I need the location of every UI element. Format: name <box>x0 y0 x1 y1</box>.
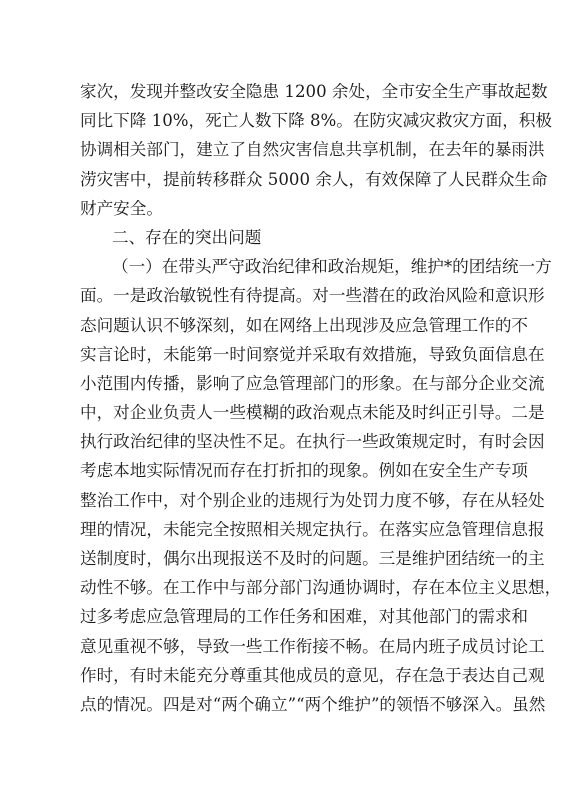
text-line: 作时，有时未能充分尊重其他成员的意见，存在急于表达自己观 <box>80 665 545 685</box>
section-heading: 二、存在的突出问题 <box>112 227 262 247</box>
text-line: 送制度时，偶尔出现报送不及时的问题。三是维护团结统一的主 <box>80 549 545 568</box>
text-line: 态问题认识不够深刻，如在网络上出现涉及应急管理工作的不 <box>80 315 529 335</box>
text-line: 小范围内传播，影响了应急管理部门的形象。在与部分企业交流 <box>80 373 545 393</box>
text-line: 财产安全。 <box>80 198 163 218</box>
text-line: 意见重视不够，导致一些工作衔接不畅。在局内班子成员讨论工 <box>80 636 545 656</box>
text-line: 涝灾害中，提前转移群众 5000 余人，有效保障了人民群众生命 <box>80 169 548 189</box>
text-line: 整治工作中，对个别企业的违规行为处罚力度不够，存在从轻处 <box>80 490 545 510</box>
subsection-heading-line: （一）在带头严守政治纪律和政治规矩，维护*的团结统一方 <box>112 257 552 277</box>
text-line: 家次，发现并整改安全隐患 1200 余处，全市安全生产事故起数 <box>80 82 548 101</box>
text-line: 动性不够。在工作中与部分部门沟通协调时，存在本位主义思想， <box>80 578 562 598</box>
text-line: 实言论时，未能第一时间察觉并采取有效措施，导致负面信息在 <box>80 344 545 364</box>
text-line: 点的情况。四是对“两个确立”“两个维护”的领悟不够深入。虽然 <box>80 694 546 714</box>
text-line: 中，对企业负责人一些模糊的政治观点未能及时纠正引导。二是 <box>80 403 545 423</box>
text-line: 协调相关部门，建立了自然灾害信息共享机制，在去年的暴雨洪 <box>80 140 545 160</box>
text-line: 同比下降 10%，死亡人数下降 8%。在防灾减灾救灾方面，积极 <box>80 111 553 131</box>
text-line: 过多考虑应急管理局的工作任务和困难，对其他部门的需求和 <box>80 607 529 627</box>
body-text <box>80 77 562 719</box>
text-line: 面。一是政治敏锐性有待提高。对一些潜在的政治风险和意识形 <box>80 286 545 306</box>
text-line: 执行政治纪律的坚决性不足。在执行一些政策规定时，有时会因 <box>80 432 545 452</box>
text-line: 考虑本地实际情况而存在打折扣的现象。例如在安全生产专项 <box>80 461 529 481</box>
text-line: 理的情况，未能完全按照相关规定执行。在落实应急管理信息报 <box>80 519 545 539</box>
